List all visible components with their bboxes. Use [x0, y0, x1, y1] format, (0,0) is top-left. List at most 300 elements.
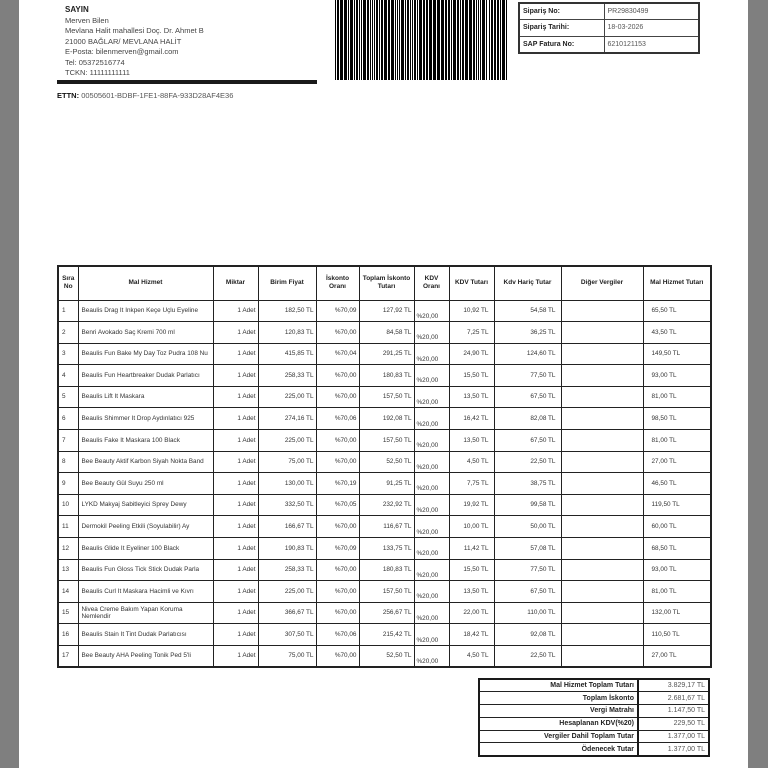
barcode-bar — [423, 0, 425, 80]
column-header: Mal Hizmet Tutarı — [643, 266, 711, 300]
table-cell: 1 Adet — [213, 494, 258, 516]
barcode — [335, 0, 508, 80]
table-cell: 13,50 TL — [449, 581, 494, 603]
table-cell: 84,58 TL — [359, 322, 414, 344]
table-cell: 332,50 TL — [258, 494, 316, 516]
barcode-bar — [433, 0, 436, 80]
table-cell: 124,60 TL — [494, 343, 561, 365]
table-cell: 12 — [58, 538, 78, 560]
table-row — [58, 408, 711, 430]
column-header: Toplam İskonto Tutarı — [359, 266, 414, 300]
barcode-bar — [506, 0, 507, 80]
recipient-tckn: TCKN: 11111111111 — [65, 68, 130, 77]
table-cell: 1 Adet — [213, 581, 258, 603]
barcode-bar — [350, 0, 353, 80]
divider-line — [57, 80, 317, 84]
table-cell: %70,00 — [316, 365, 359, 387]
table-cell: %70,00 — [316, 386, 359, 408]
table-cell: %20,00 — [414, 494, 449, 516]
table-cell: 6 — [58, 408, 78, 430]
table-cell: 22,50 TL — [494, 646, 561, 668]
table-cell: 15,50 TL — [449, 365, 494, 387]
barcode-bar — [363, 0, 366, 80]
barcode-bar — [441, 0, 444, 80]
table-row — [58, 581, 711, 603]
recipient-block — [65, 5, 204, 79]
table-cell: Benri Avokado Saç Kremi 700 ml — [78, 322, 213, 344]
table-cell — [561, 473, 643, 495]
table-cell: 110,50 TL — [643, 624, 711, 646]
order-info-row — [519, 20, 699, 37]
table-cell: 52,50 TL — [359, 646, 414, 668]
totals-label: Hesaplanan KDV(%20) — [479, 717, 638, 730]
table-cell — [561, 430, 643, 452]
order-info-label: SAP Fatura No: — [519, 36, 604, 53]
table-row — [58, 646, 711, 668]
table-cell: %20,00 — [414, 473, 449, 495]
table-cell: 11,42 TL — [449, 538, 494, 560]
totals-row — [479, 730, 709, 743]
table-cell: 10,00 TL — [449, 516, 494, 538]
totals-value: 2.681,67 TL — [638, 692, 709, 705]
table-cell: 98,50 TL — [643, 408, 711, 430]
table-cell: 225,00 TL — [258, 430, 316, 452]
table-cell: 8 — [58, 451, 78, 473]
table-cell: 77,50 TL — [494, 365, 561, 387]
table-cell: 60,00 TL — [643, 516, 711, 538]
table-cell: %20,00 — [414, 322, 449, 344]
barcode-bar — [414, 0, 416, 80]
table-cell: 1 Adet — [213, 624, 258, 646]
table-cell: 415,85 TL — [258, 343, 316, 365]
table-cell: 4,50 TL — [449, 646, 494, 668]
table-cell: 1 Adet — [213, 365, 258, 387]
barcode-bar — [476, 0, 477, 80]
barcode-bar — [401, 0, 404, 80]
table-cell: %70,09 — [316, 538, 359, 560]
totals-row — [479, 743, 709, 756]
table-cell: %20,00 — [414, 516, 449, 538]
table-cell: 157,50 TL — [359, 386, 414, 408]
barcode-bar — [370, 0, 371, 80]
table-cell: 215,42 TL — [359, 624, 414, 646]
table-cell: %70,19 — [316, 473, 359, 495]
table-cell — [561, 516, 643, 538]
table-cell: 2 — [58, 322, 78, 344]
totals-value: 1.377,00 TL — [638, 730, 709, 743]
line-items-table — [57, 265, 712, 668]
column-header: Kdv Hariç Tutar — [494, 266, 561, 300]
barcode-bar — [399, 0, 400, 80]
table-cell — [561, 581, 643, 603]
table-cell: 15,50 TL — [449, 559, 494, 581]
table-cell: 225,00 TL — [258, 581, 316, 603]
table-cell: 43,50 TL — [643, 322, 711, 344]
table-cell — [561, 494, 643, 516]
table-cell: 38,75 TL — [494, 473, 561, 495]
totals-label: Mal Hizmet Toplam Tutarı — [479, 679, 638, 692]
totals-value: 229,50 TL — [638, 717, 709, 730]
table-cell: 3 — [58, 343, 78, 365]
totals-row — [479, 692, 709, 705]
table-cell: Beaulis Fun Heartbreaker Dudak Parlatıcı — [78, 365, 213, 387]
table-cell: 180,83 TL — [359, 365, 414, 387]
column-header: KDV Oranı — [414, 266, 449, 300]
barcode-bar — [337, 0, 339, 80]
table-cell: 119,50 TL — [643, 494, 711, 516]
table-cell: 9 — [58, 473, 78, 495]
table-row — [58, 602, 711, 624]
barcode-bar — [448, 0, 450, 80]
table-cell: 1 Adet — [213, 322, 258, 344]
totals-table — [478, 678, 710, 757]
table-cell: 57,08 TL — [494, 538, 561, 560]
table-cell: 46,50 TL — [643, 473, 711, 495]
table-cell: 81,00 TL — [643, 386, 711, 408]
table-cell: 93,00 TL — [643, 365, 711, 387]
table-cell — [561, 300, 643, 322]
table-cell: 22,00 TL — [449, 602, 494, 624]
table-cell: %20,00 — [414, 300, 449, 322]
barcode-bar — [348, 0, 349, 80]
table-cell: %20,00 — [414, 451, 449, 473]
totals-row — [479, 717, 709, 730]
table-cell — [561, 624, 643, 646]
barcode-bar — [457, 0, 459, 80]
table-cell: 11 — [58, 516, 78, 538]
table-cell: 19,92 TL — [449, 494, 494, 516]
table-cell: %20,00 — [414, 365, 449, 387]
table-cell: 14 — [58, 581, 78, 603]
table-cell: 1 Adet — [213, 451, 258, 473]
table-cell: %70,00 — [316, 581, 359, 603]
table-cell: 127,92 TL — [359, 300, 414, 322]
table-cell: 10,92 TL — [449, 300, 494, 322]
barcode-bar — [412, 0, 413, 80]
barcode-bar — [451, 0, 452, 80]
table-cell: 81,00 TL — [643, 581, 711, 603]
table-row — [58, 494, 711, 516]
table-cell — [561, 365, 643, 387]
table-cell: 258,33 TL — [258, 559, 316, 581]
table-cell: 1 Adet — [213, 386, 258, 408]
table-cell: 27,00 TL — [643, 451, 711, 473]
table-cell: %70,00 — [316, 602, 359, 624]
column-header: KDV Tutarı — [449, 266, 494, 300]
table-cell: Nivea Creme Bakım Yapan Koruma Nemlendir — [78, 602, 213, 624]
table-cell: 75,00 TL — [258, 451, 316, 473]
table-row — [58, 559, 711, 581]
table-cell: 52,50 TL — [359, 451, 414, 473]
barcode-bar — [462, 0, 464, 80]
table-cell: Beaulis Fake It Maskara 100 Black — [78, 430, 213, 452]
barcode-bar — [502, 0, 505, 80]
recipient-salutation: SAYIN — [65, 5, 89, 14]
table-cell: 54,58 TL — [494, 300, 561, 322]
table-row — [58, 473, 711, 495]
table-cell: %20,00 — [414, 408, 449, 430]
table-cell: 5 — [58, 386, 78, 408]
table-cell: 133,75 TL — [359, 538, 414, 560]
barcode-bar — [497, 0, 499, 80]
table-cell: 17 — [58, 646, 78, 668]
order-info-table — [518, 2, 700, 54]
barcode-bar — [379, 0, 380, 80]
barcode-bar — [410, 0, 411, 80]
table-cell: %20,00 — [414, 538, 449, 560]
totals-row — [479, 679, 709, 692]
table-cell: %70,06 — [316, 408, 359, 430]
table-cell: Bee Beauty AHA Peeling Tonik Ped 5'li — [78, 646, 213, 668]
recipient-address-line1: Mevlana Halit mahallesi Doç. Dr. Ahmet B — [65, 26, 204, 35]
table-cell: 256,67 TL — [359, 602, 414, 624]
table-cell: %70,05 — [316, 494, 359, 516]
table-cell: %70,00 — [316, 559, 359, 581]
table-row — [58, 538, 711, 560]
table-cell — [561, 343, 643, 365]
table-cell: LYKD Makyaj Sabitleyici Sprey Dewy — [78, 494, 213, 516]
table-cell — [561, 451, 643, 473]
table-cell: 4,50 TL — [449, 451, 494, 473]
barcode-bar — [478, 0, 479, 80]
totals-value: 3.829,17 TL — [638, 679, 709, 692]
table-cell: 232,92 TL — [359, 494, 414, 516]
table-cell: %70,00 — [316, 646, 359, 668]
table-cell: 13,50 TL — [449, 430, 494, 452]
table-cell: 366,67 TL — [258, 602, 316, 624]
table-cell: 1 Adet — [213, 516, 258, 538]
column-header: Sıra No — [58, 266, 78, 300]
totals-label: Ödenecek Tutar — [479, 743, 638, 756]
order-info-label: Sipariş Tarihi: — [519, 20, 604, 37]
barcode-bar — [395, 0, 396, 80]
barcode-bar — [361, 0, 362, 80]
items-header-row — [58, 266, 711, 300]
barcode-bar — [388, 0, 390, 80]
table-cell — [561, 646, 643, 668]
barcode-bar — [417, 0, 418, 80]
table-cell: 27,00 TL — [643, 646, 711, 668]
table-cell: 1 Adet — [213, 473, 258, 495]
table-cell: 120,83 TL — [258, 322, 316, 344]
table-cell: 67,50 TL — [494, 386, 561, 408]
table-cell: 130,00 TL — [258, 473, 316, 495]
table-cell: Bee Beauty Gül Suyu 250 ml — [78, 473, 213, 495]
table-cell: %70,00 — [316, 322, 359, 344]
table-cell: 291,25 TL — [359, 343, 414, 365]
table-cell: 65,50 TL — [643, 300, 711, 322]
table-cell: Beaulis Fun Gloss Tick Stick Dudak Parla — [78, 559, 213, 581]
table-cell: 13,50 TL — [449, 386, 494, 408]
table-row — [58, 322, 711, 344]
column-header: Birim Fiyat — [258, 266, 316, 300]
table-cell — [561, 538, 643, 560]
table-cell: 258,33 TL — [258, 365, 316, 387]
table-cell: 22,50 TL — [494, 451, 561, 473]
table-cell: %20,00 — [414, 430, 449, 452]
table-cell: 157,50 TL — [359, 581, 414, 603]
table-row — [58, 430, 711, 452]
table-cell: 182,50 TL — [258, 300, 316, 322]
table-cell: 190,83 TL — [258, 538, 316, 560]
barcode-bar — [419, 0, 422, 80]
table-cell: 307,50 TL — [258, 624, 316, 646]
order-info-row — [519, 36, 699, 53]
table-cell: %20,00 — [414, 602, 449, 624]
barcode-bar — [469, 0, 472, 80]
totals-label: Vergiler Dahil Toplam Tutar — [479, 730, 638, 743]
table-cell: Beaulis Lift It Maskara — [78, 386, 213, 408]
table-cell: Beaulis Fun Bake My Day Toz Pudra 108 Nu — [78, 343, 213, 365]
table-cell: 192,08 TL — [359, 408, 414, 430]
table-cell: 99,58 TL — [494, 494, 561, 516]
barcode-bar — [356, 0, 358, 80]
table-cell: 50,00 TL — [494, 516, 561, 538]
table-cell: 1 Adet — [213, 300, 258, 322]
table-cell: 67,50 TL — [494, 430, 561, 452]
ettn-value: 00505601-BDBF-1FE1-88FA-933D28AF4E36 — [81, 91, 234, 100]
order-info-value: PR29830499 — [604, 3, 699, 20]
table-cell: %70,06 — [316, 624, 359, 646]
table-cell: Beaulis Glide It Eyeliner 100 Black — [78, 538, 213, 560]
table-cell — [561, 559, 643, 581]
table-cell: %70,00 — [316, 430, 359, 452]
column-header: Diğer Vergiler — [561, 266, 643, 300]
recipient-name: Merven Bilen — [65, 15, 109, 25]
column-header: Mal Hizmet — [78, 266, 213, 300]
barcode-bar — [340, 0, 343, 80]
table-cell: 1 Adet — [213, 559, 258, 581]
totals-row — [479, 705, 709, 718]
table-cell: 1 Adet — [213, 602, 258, 624]
barcode-bar — [491, 0, 493, 80]
table-cell: %70,00 — [316, 451, 359, 473]
table-cell: 157,50 TL — [359, 430, 414, 452]
table-cell: 116,67 TL — [359, 516, 414, 538]
table-cell: 82,08 TL — [494, 408, 561, 430]
barcode-bar — [376, 0, 378, 80]
table-cell: %20,00 — [414, 559, 449, 581]
barcode-bar — [460, 0, 461, 80]
barcode-bar — [473, 0, 475, 80]
barcode-bar — [480, 0, 481, 80]
table-cell: 7 — [58, 430, 78, 452]
table-cell: %20,00 — [414, 386, 449, 408]
table-cell: 18,42 TL — [449, 624, 494, 646]
table-cell — [561, 602, 643, 624]
barcode-bar — [391, 0, 394, 80]
barcode-bar — [335, 0, 336, 80]
barcode-bar — [437, 0, 440, 80]
table-cell: 1 Adet — [213, 343, 258, 365]
table-cell: 1 Adet — [213, 538, 258, 560]
barcode-bar — [426, 0, 428, 80]
barcode-bar — [445, 0, 447, 80]
table-cell: 7,25 TL — [449, 322, 494, 344]
table-cell: Beaulis Stain It Tint Dudak Parlatıcısı — [78, 624, 213, 646]
order-info-value: 6210121153 — [604, 36, 699, 53]
barcode-bar — [407, 0, 409, 80]
table-cell: %20,00 — [414, 343, 449, 365]
table-cell: 16 — [58, 624, 78, 646]
table-row — [58, 386, 711, 408]
table-cell: 110,00 TL — [494, 602, 561, 624]
table-cell: %20,00 — [414, 624, 449, 646]
recipient-address-line2: 21000 BAĞLAR/ MEVLANA HALİT — [65, 36, 182, 46]
table-cell: 1 — [58, 300, 78, 322]
table-cell: 10 — [58, 494, 78, 516]
table-cell: 149,50 TL — [643, 343, 711, 365]
invoice-page — [19, 0, 748, 768]
table-cell: 93,00 TL — [643, 559, 711, 581]
barcode-bar — [429, 0, 432, 80]
table-cell: Dermokil Peeling Etkili (Soyulabilir) Ay — [78, 516, 213, 538]
order-info-value: 18-03-2026 — [604, 20, 699, 37]
table-cell: 81,00 TL — [643, 430, 711, 452]
table-row — [58, 451, 711, 473]
totals-label: Vergi Matrahı — [479, 705, 638, 718]
table-cell: 77,50 TL — [494, 559, 561, 581]
table-cell — [561, 322, 643, 344]
barcode-bar — [494, 0, 496, 80]
table-cell: Beaulis Drag It Inkpen Keçe Uçlu Eyeline — [78, 300, 213, 322]
barcode-bar — [405, 0, 406, 80]
ettn-label: ETTN: — [57, 91, 80, 100]
totals-value: 1.147,50 TL — [638, 705, 709, 718]
table-cell — [561, 386, 643, 408]
table-row — [58, 300, 711, 322]
barcode-bar — [397, 0, 398, 80]
table-cell: 4 — [58, 365, 78, 387]
barcode-bar — [359, 0, 360, 80]
table-cell: 92,08 TL — [494, 624, 561, 646]
table-cell: 24,90 TL — [449, 343, 494, 365]
table-cell: 7,75 TL — [449, 473, 494, 495]
table-row — [58, 365, 711, 387]
table-row — [58, 624, 711, 646]
order-info-row — [519, 3, 699, 20]
table-cell: 1 Adet — [213, 646, 258, 668]
barcode-bar — [354, 0, 355, 80]
table-cell: %70,09 — [316, 300, 359, 322]
table-cell: %70,04 — [316, 343, 359, 365]
table-cell: %20,00 — [414, 646, 449, 668]
barcode-bar — [367, 0, 369, 80]
barcode-bar — [500, 0, 501, 80]
barcode-bar — [344, 0, 347, 80]
table-cell: 225,00 TL — [258, 386, 316, 408]
table-cell: 67,50 TL — [494, 581, 561, 603]
table-cell: 68,50 TL — [643, 538, 711, 560]
table-cell: %70,00 — [316, 516, 359, 538]
table-cell: 180,83 TL — [359, 559, 414, 581]
barcode-bar — [374, 0, 375, 80]
barcode-bar — [482, 0, 485, 80]
barcode-bar — [372, 0, 373, 80]
order-info-label: Sipariş No: — [519, 3, 604, 20]
table-row — [58, 343, 711, 365]
table-cell — [561, 408, 643, 430]
column-header: İskonto Oranı — [316, 266, 359, 300]
table-cell: 91,25 TL — [359, 473, 414, 495]
table-cell: 1 Adet — [213, 430, 258, 452]
barcode-bar — [489, 0, 490, 80]
table-cell: Beaulis Shimmer It Drop Aydınlatıcı 925 — [78, 408, 213, 430]
table-cell: 15 — [58, 602, 78, 624]
table-cell: 1 Adet — [213, 408, 258, 430]
table-cell: 75,00 TL — [258, 646, 316, 668]
totals-label: Toplam İskonto — [479, 692, 638, 705]
